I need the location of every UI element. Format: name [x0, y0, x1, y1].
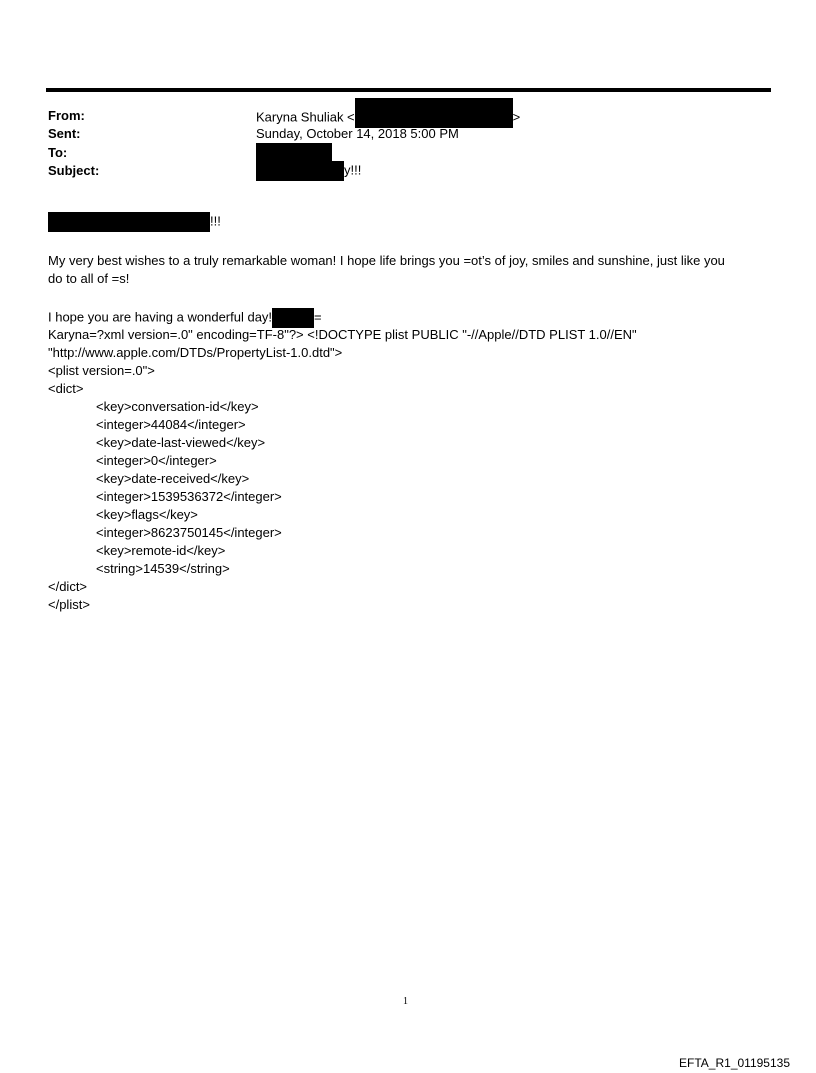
plist-line: <key>conversation-id</key>	[96, 399, 259, 414]
wishes-eq: =	[314, 309, 322, 325]
plist-line: <dict>	[48, 381, 84, 396]
redaction-box	[256, 143, 332, 161]
greeting-tail: !!!	[210, 213, 221, 229]
plist-line: <key>remote-id</key>	[96, 543, 226, 558]
redaction-box	[272, 308, 314, 328]
greeting-line	[48, 212, 221, 232]
plist-line: <integer>44084</integer>	[96, 417, 246, 432]
subject-label: Subject:	[48, 163, 100, 178]
plist-line: <integer>1539536372</integer>	[96, 489, 282, 504]
redaction-box	[48, 212, 210, 232]
body-paragraph-line: do to all of =s!	[48, 271, 130, 286]
subject-value	[256, 161, 361, 181]
plist-line: </plist>	[48, 597, 90, 612]
wishes-line	[48, 308, 322, 328]
redaction-box	[355, 98, 513, 128]
sent-label: Sent:	[48, 126, 81, 141]
plist-line: <plist version=.0">	[48, 363, 155, 378]
from-close: >	[512, 109, 521, 125]
to-label: To:	[48, 145, 68, 160]
subject-tail: y!!!	[344, 162, 362, 178]
bates-number: EFTA_R1_01195135	[679, 1056, 790, 1070]
plist-line: <key>date-last-viewed</key>	[96, 435, 266, 450]
sent-value: Sunday, October 14, 2018 5:00 PM	[256, 126, 459, 141]
wishes-text: I hope you are having a wonderful day!	[48, 309, 273, 325]
to-value	[256, 143, 332, 161]
body-paragraph-line: My very best wishes to a truly remarkable woman! I hope life brings you =ot’s of joy, smiles and sunshine, just like you	[48, 253, 725, 268]
plist-line: <integer>8623750145</integer>	[96, 525, 282, 540]
page-number: 1	[403, 996, 408, 1007]
redaction-box	[256, 161, 344, 181]
from-label: From:	[48, 108, 85, 123]
from-value	[256, 108, 520, 128]
from-name: Karyna Shuliak <	[256, 109, 355, 125]
header-rule	[46, 88, 771, 92]
plist-line: <string>14539</string>	[96, 561, 230, 576]
plist-line: </dict>	[48, 579, 88, 594]
plist-line: <key>date-received</key>	[96, 471, 250, 486]
plist-line: Karyna=?xml version=.0" encoding=TF-8"?> <!DOCTYPE plist PUBLIC "-//Apple//DTD PLIST 1.0//EN"	[48, 327, 637, 342]
plist-line: "http://www.apple.com/DTDs/PropertyList-1.0.dtd">	[48, 345, 343, 360]
plist-line: <integer>0</integer>	[96, 453, 217, 468]
plist-line: <key>flags</key>	[96, 507, 198, 522]
